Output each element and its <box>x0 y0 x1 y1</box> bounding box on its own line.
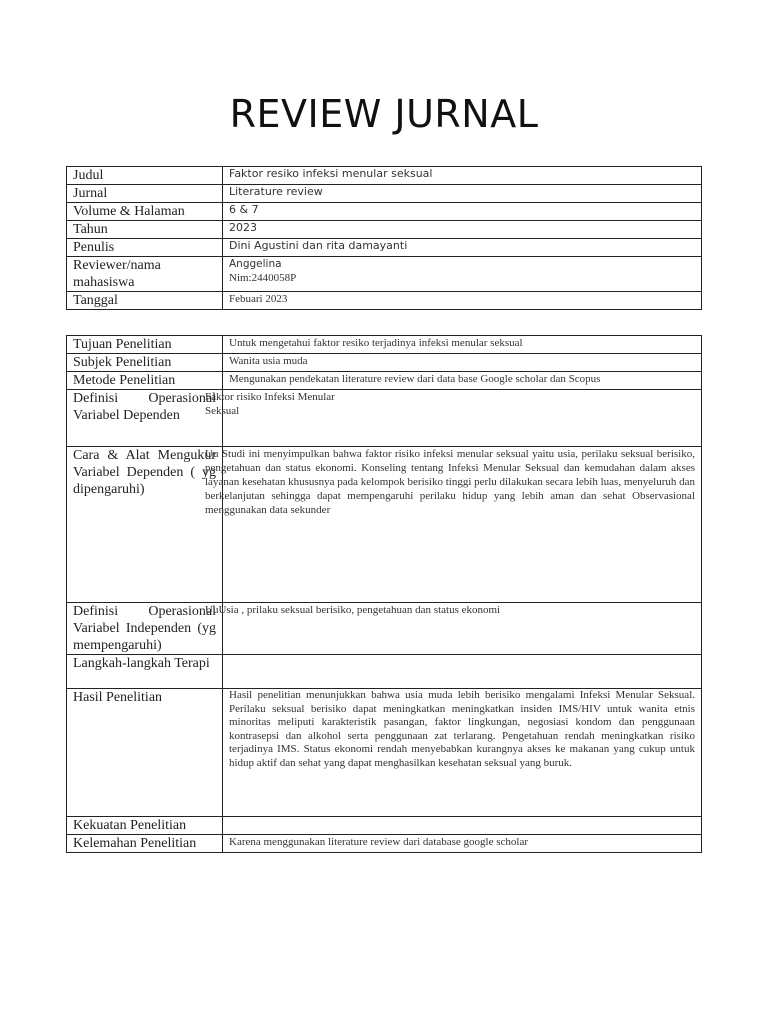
table-row <box>67 336 702 354</box>
table-row <box>67 603 702 655</box>
value-reviewer <box>223 257 702 292</box>
table-row <box>67 689 702 817</box>
value-definisi-independen: UuUsia , prilaku seksual berisiko, pengetahuan dan status ekonomi <box>205 604 501 616</box>
value-jurnal: Literature review <box>223 185 702 203</box>
label-langkah: Langkah-langkah Terapi <box>67 655 223 689</box>
label-jurnal: Jurnal <box>67 185 223 203</box>
table-row <box>67 447 702 603</box>
label-volume: Volume & Halaman <box>67 203 223 221</box>
reviewer-nim: Nim:2440058P <box>229 272 297 284</box>
label-definisi-independen <box>67 603 501 655</box>
value-langkah <box>223 655 702 689</box>
table-row <box>67 372 702 390</box>
cara-alat-label-text: Cara & Alat Mengukur Variabel Dependen ( yg dipengaruhi) <box>73 448 216 497</box>
table-row <box>67 221 702 239</box>
label-hasil: Hasil Penelitian <box>67 689 223 817</box>
table-row <box>67 239 702 257</box>
value-metode: Mengunakan pendekatan literature review dari data base Google scholar dan Scopus <box>223 372 702 390</box>
table-row <box>67 354 702 372</box>
label-penulis: Penulis <box>67 239 223 257</box>
label-judul: Judul <box>67 167 223 185</box>
label-kekuatan: Kekuatan Penelitian <box>67 817 223 835</box>
table-row <box>67 167 702 185</box>
value-tahun: 2023 <box>223 221 702 239</box>
label-subjek: Subjek Penelitian <box>67 354 223 372</box>
value-hasil: Hasil penelitian menunjukkan bahwa usia muda lebih berisiko mengalami Infeksi Menular Seksual. Perilaku seksual berisiko dapat meningkatkan meningkatkan insiden IMS/HIV untuk wanita etnis minoritas meliputi karakteristik pasangan, faktor lingkungan, negosiasi kondom dan penggunaan kontrasepsi dan alkohol serta penggunaan zat terlarang. Pengetahuan rendah meningkatkan risiko terjadinya IMS. Status ekonomi rendah menyebabkan kurangnya akses ke makanan yang cukup untuk hidup aktif dan sehat yang dapat menghasilkan kesehatan seksual yang buruk. <box>223 689 702 817</box>
label-tujuan: Tujuan Penelitian <box>67 336 223 354</box>
reviewer-name: Anggelina <box>229 258 282 270</box>
table-row <box>67 203 702 221</box>
table-row <box>67 257 702 292</box>
value-subjek: Wanita usia muda <box>223 354 702 372</box>
label-cara-alat <box>67 447 695 603</box>
journal-identity-table <box>66 166 702 310</box>
table-row <box>67 185 702 203</box>
label-kelemahan: Kelemahan Penelitian <box>67 835 223 853</box>
page-title: REVIEW JURNAL <box>229 92 539 136</box>
label-tanggal: Tanggal <box>67 292 223 310</box>
value-definisi-dependen: Faktor risiko Infeksi Menular Seksual <box>205 391 335 417</box>
value-tanggal: Febuari 2023 <box>223 292 702 310</box>
value-cara-alat: Uu Studi ini menyimpulkan bahwa faktor risiko infeksi menular seksual yaitu usia, perilaku seksual berisiko, pengetahuan dan status ekonomi. Konseling tentang Infeksi Menular Seksual dan kemudahan dalam akses layanan kesehatan khususnya pada kelompok berisiko tinggi perlu dilakukan secara lebih luas, menyeluruh dan berkelanjutan sehingga dapat mempengaruhi perilaku hidup yang lebih aman dan sehat Observasional menggunakan data sekunder <box>205 448 695 516</box>
label-metode: Metode Penelitian <box>67 372 223 390</box>
table-row <box>67 292 702 310</box>
value-tujuan: Untuk mengetahui faktor resiko terjadinya infeksi menular seksual <box>223 336 702 354</box>
label-reviewer: Reviewer/nama mahasiswa <box>67 257 223 292</box>
value-kekuatan <box>223 817 702 835</box>
label-definisi-dependen <box>67 390 335 447</box>
table-row <box>67 655 702 689</box>
review-detail-table <box>66 335 702 853</box>
label-tahun: Tahun <box>67 221 223 239</box>
definisi-independen-label-text: Definisi Operasional Variabel Independen (yg mempengaruhi) <box>73 604 216 653</box>
definisi-dependen-label-text: Definisi Operasional Variabel Dependen <box>73 391 216 423</box>
table-row <box>67 835 702 853</box>
value-volume: 6 & 7 <box>223 203 702 221</box>
table-row <box>67 390 702 447</box>
value-penulis: Dini Agustini dan rita damayanti <box>223 239 702 257</box>
value-kelemahan: Karena menggunakan literature review dari database google scholar <box>223 835 702 853</box>
table-row <box>67 817 702 835</box>
value-judul: Faktor resiko infeksi menular seksual <box>223 167 702 185</box>
